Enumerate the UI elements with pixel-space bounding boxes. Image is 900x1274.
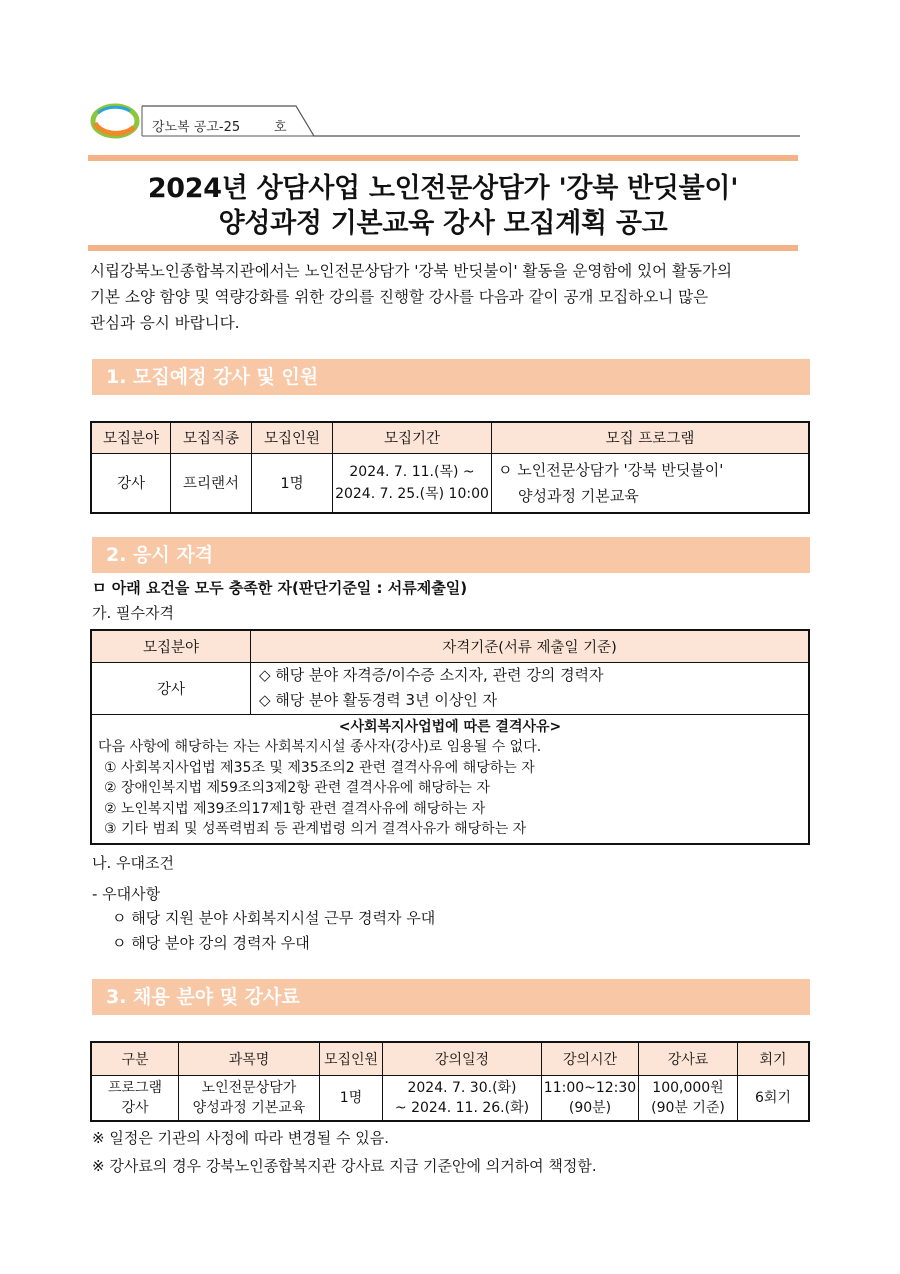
col-header: 자격기준(서류 제출일 기준) (251, 630, 810, 662)
document-number-suffix: 호 (274, 120, 287, 135)
col-header: 모집기간 (333, 422, 492, 453)
table-cell (179, 1075, 320, 1121)
disq-item: ③ 기타 범죄 및 성폭력범죄 등 관계법령 의거 결격사유가 해당하는 자 (104, 821, 527, 837)
table-cell (383, 1075, 542, 1121)
document-number: 강노복 공고-25 (152, 120, 241, 135)
disq-item: ② 노인복지법 제39조의17제1항 관련 결격사유에 해당하는 자 (104, 800, 486, 817)
program-cell (492, 453, 810, 513)
criteria-cell (251, 662, 810, 714)
table-cell: 6회기 (738, 1075, 810, 1121)
fee-table (90, 1041, 810, 1122)
table-cell (639, 1075, 738, 1121)
col-header: 모집인원 (252, 422, 333, 453)
intro-line: 기본 소양 함양 및 역량강화를 위한 강의를 진행할 강사를 다음과 같이 공개 모집하오니 많은 (90, 288, 709, 306)
table-cell: 강사 (91, 453, 171, 513)
col-header: 모집직종 (171, 422, 252, 453)
page-title-line1: 2024년 상담사업 노인전문상담가 '강북 반딧불이' (147, 173, 739, 204)
required-qual-label: 가. 필수자격 (92, 604, 174, 622)
time-line: 11:00~12:30 (543, 1079, 637, 1096)
period-start: 2024. 7. 11.(목) ~ (349, 463, 475, 480)
note-item: ※ 일정은 기관의 사정에 따라 변경될 수 있음. (92, 1129, 390, 1147)
schedule-line: ~ 2024. 11. 26.(화) (394, 1099, 530, 1116)
criteria-item: ◇ 해당 분야 자격증/이수증 소지자, 관련 강의 경력자 (259, 666, 604, 684)
table-cell (542, 1075, 639, 1121)
col-header: 모집분야 (91, 422, 171, 453)
col-header: 강의일정 (383, 1042, 542, 1075)
program-line: 양성과정 기본교육 (518, 486, 639, 505)
col-header: 모집인원 (320, 1042, 383, 1075)
recruit-period-cell (333, 453, 492, 513)
criteria-item: ◇ 해당 분야 활동경력 3년 이상인 자 (259, 691, 498, 709)
type-line: 강사 (121, 1099, 149, 1116)
qualification-table (90, 629, 810, 845)
section1-heading: 1. 모집예정 강사 및 인원 (92, 359, 810, 395)
type-line: 프로그램 (107, 1079, 163, 1096)
col-header: 과목명 (179, 1042, 320, 1075)
recruitment-table (90, 421, 810, 514)
col-header: 강의시간 (542, 1042, 639, 1075)
fee-line: (90분 기준) (651, 1099, 725, 1116)
col-header: 강사료 (639, 1042, 738, 1075)
subject-line: 양성과정 기본교육 (192, 1099, 306, 1116)
condition-text: ㅁ 아래 요건을 모두 충족한 자(판단기준일 : 서류제출일) (92, 579, 468, 597)
section2-heading: 2. 응시 자격 (92, 537, 810, 573)
intro-paragraph (90, 258, 802, 336)
fee-line: 100,000원 (652, 1079, 724, 1096)
col-header: 구분 (91, 1042, 179, 1075)
table-cell: 1명 (252, 453, 333, 513)
preference-item: ㅇ 해당 지원 분야 사회복지시설 근무 경력자 우대 (112, 909, 436, 927)
section3-heading: 3. 채용 분야 및 강사료 (92, 979, 810, 1015)
col-header: 모집분야 (91, 630, 251, 662)
program-line: ㅇ 노인전문상담가 '강북 반딧불이' (498, 460, 724, 479)
note-item: ※ 강사료의 경우 강북노인종합복지관 강사료 지급 기준안에 의거하여 책정함. (92, 1157, 597, 1175)
disq-item: ① 사회복지사업법 제35조 및 제35조의2 관련 결격사유에 해당하는 자 (104, 759, 535, 776)
disq-item: ② 장애인복지법 제59조의3제2항 관련 결격사유에 해당하는 자 (104, 780, 490, 796)
col-header: 회기 (738, 1042, 810, 1075)
intro-line: 시립강북노인종합복지관에서는 노인전문상담가 '강북 반딧불이' 활동을 운영함에 있어 활동가의 (90, 262, 732, 280)
table-cell (91, 1075, 179, 1121)
table-cell: 1명 (320, 1075, 383, 1121)
table-cell: 프리랜서 (171, 453, 252, 513)
table-cell: 강사 (91, 662, 251, 714)
time-line: (90분) (568, 1099, 612, 1116)
schedule-line: 2024. 7. 30.(화) (407, 1079, 517, 1096)
disq-intro: 다음 사항에 해당하는 자는 사회복지시설 종사자(강사)로 임용될 수 없다. (98, 739, 542, 755)
page-title-line2: 양성과정 기본교육 강사 모집계획 공고 (218, 208, 668, 239)
disqualification-cell (91, 714, 809, 844)
preference-title: - 우대사항 (92, 885, 161, 903)
preference-item: ㅇ 해당 분야 강의 경력자 우대 (112, 934, 310, 952)
disq-title: <사회복지사업법에 따른 결격사유> (338, 718, 562, 735)
preference-label: 나. 우대조건 (92, 854, 174, 872)
title-bottom-bar (88, 245, 798, 251)
col-header: 모집 프로그램 (492, 422, 810, 453)
subject-line: 노인전문상담가 (201, 1079, 297, 1096)
period-end: 2024. 7. 25.(목) 10:00 (335, 485, 489, 502)
title-top-bar (88, 155, 798, 161)
intro-line: 관심과 응시 바랍니다. (90, 314, 240, 332)
